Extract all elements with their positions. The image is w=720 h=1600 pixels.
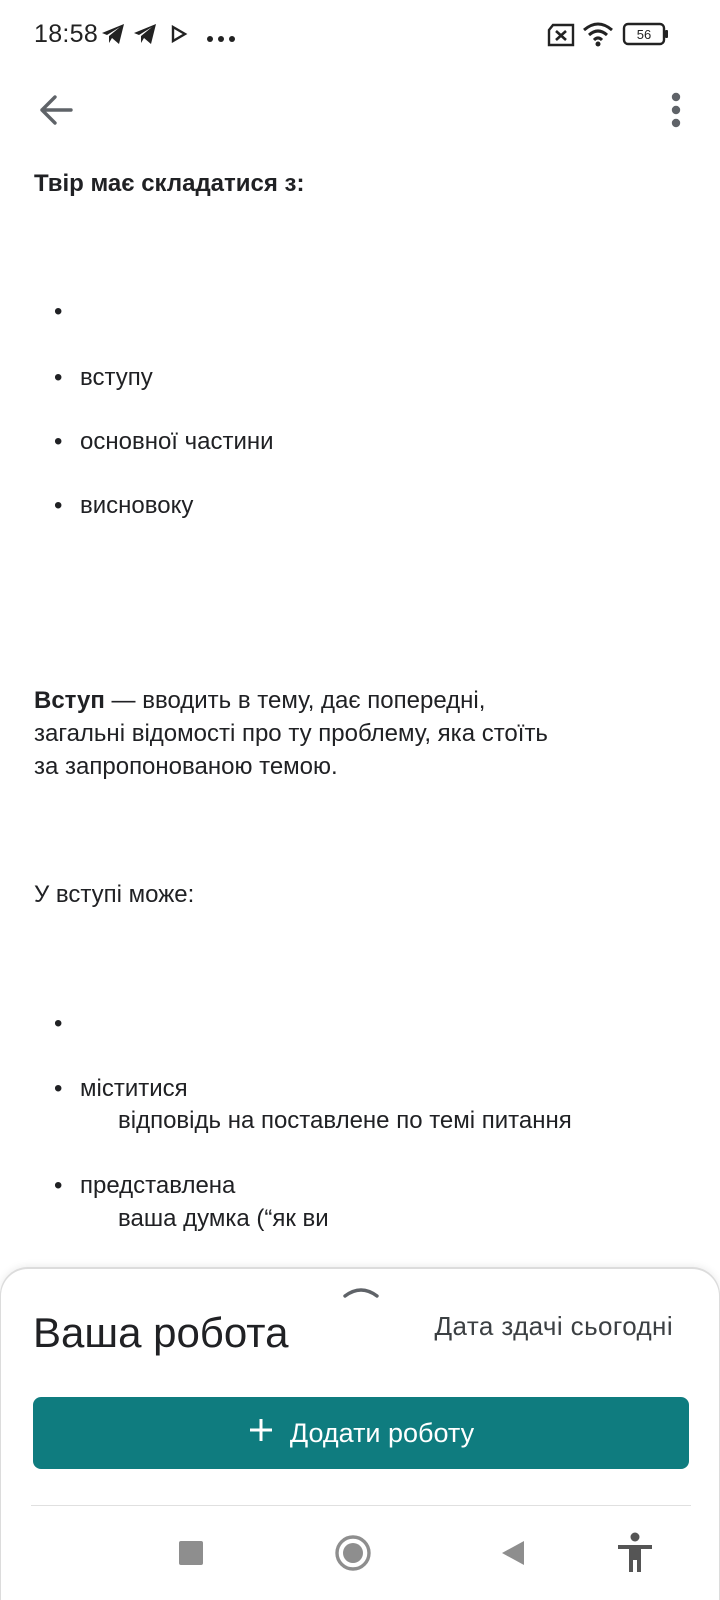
list-item-text: міститися	[80, 1075, 188, 1102]
back-icon	[500, 1539, 526, 1572]
no-sim-icon	[546, 23, 576, 52]
accessibility-icon	[616, 1532, 654, 1579]
intro-line-1: — вводить в тему, дає попередні,	[104, 687, 486, 714]
more-vert-icon	[671, 92, 681, 133]
back-button[interactable]	[30, 86, 82, 138]
add-work-button[interactable]	[33, 1397, 689, 1469]
chevron-up-icon[interactable]	[341, 1281, 381, 1301]
intro-line-3: за запропонованою темою.	[34, 753, 338, 780]
status-bar	[0, 0, 720, 70]
list-item-detail: ваша думка (“як ви	[118, 1205, 329, 1232]
intro-term: Вступ	[34, 687, 105, 714]
more-options-button[interactable]	[652, 86, 700, 138]
intro-line-2: загальні відомості про ту проблему, яка стоїть	[34, 720, 548, 747]
list-item-text: вступу	[80, 364, 153, 391]
home-icon	[333, 1533, 373, 1578]
nav-back-button[interactable]	[488, 1530, 538, 1580]
list-item-text: основної частини	[80, 428, 274, 455]
accessibility-button[interactable]	[610, 1530, 660, 1580]
play-icon	[170, 25, 188, 48]
recents-icon	[178, 1540, 204, 1571]
arrow-back-icon	[38, 94, 74, 131]
telegram-icon	[100, 22, 126, 51]
list-item-text: висновоку	[80, 492, 194, 519]
due-date: Дата здачі сьогодні	[434, 1311, 673, 1341]
add-work-label: Додати роботу	[289, 1417, 475, 1448]
more-notifications-icon	[206, 30, 236, 48]
home-button[interactable]	[328, 1530, 378, 1580]
battery-level: 56	[636, 27, 652, 42]
divider	[31, 1505, 691, 1506]
list-item-detail: відповідь на поставлене по темі питання	[118, 1107, 572, 1134]
wifi-icon	[582, 21, 614, 52]
assignment-heading: Твір має складатися з:	[34, 170, 305, 197]
recents-button[interactable]	[166, 1530, 216, 1580]
list-item-text: представлена	[80, 1172, 236, 1199]
intro-paragraph	[34, 684, 548, 783]
telegram-icon	[132, 22, 158, 51]
battery-icon	[622, 22, 670, 51]
status-time: 18:58	[34, 20, 99, 48]
intro-may-text: У вступі може:	[34, 881, 195, 908]
sheet-title: Ваша робота	[33, 1309, 289, 1356]
plus-icon	[248, 1417, 274, 1450]
